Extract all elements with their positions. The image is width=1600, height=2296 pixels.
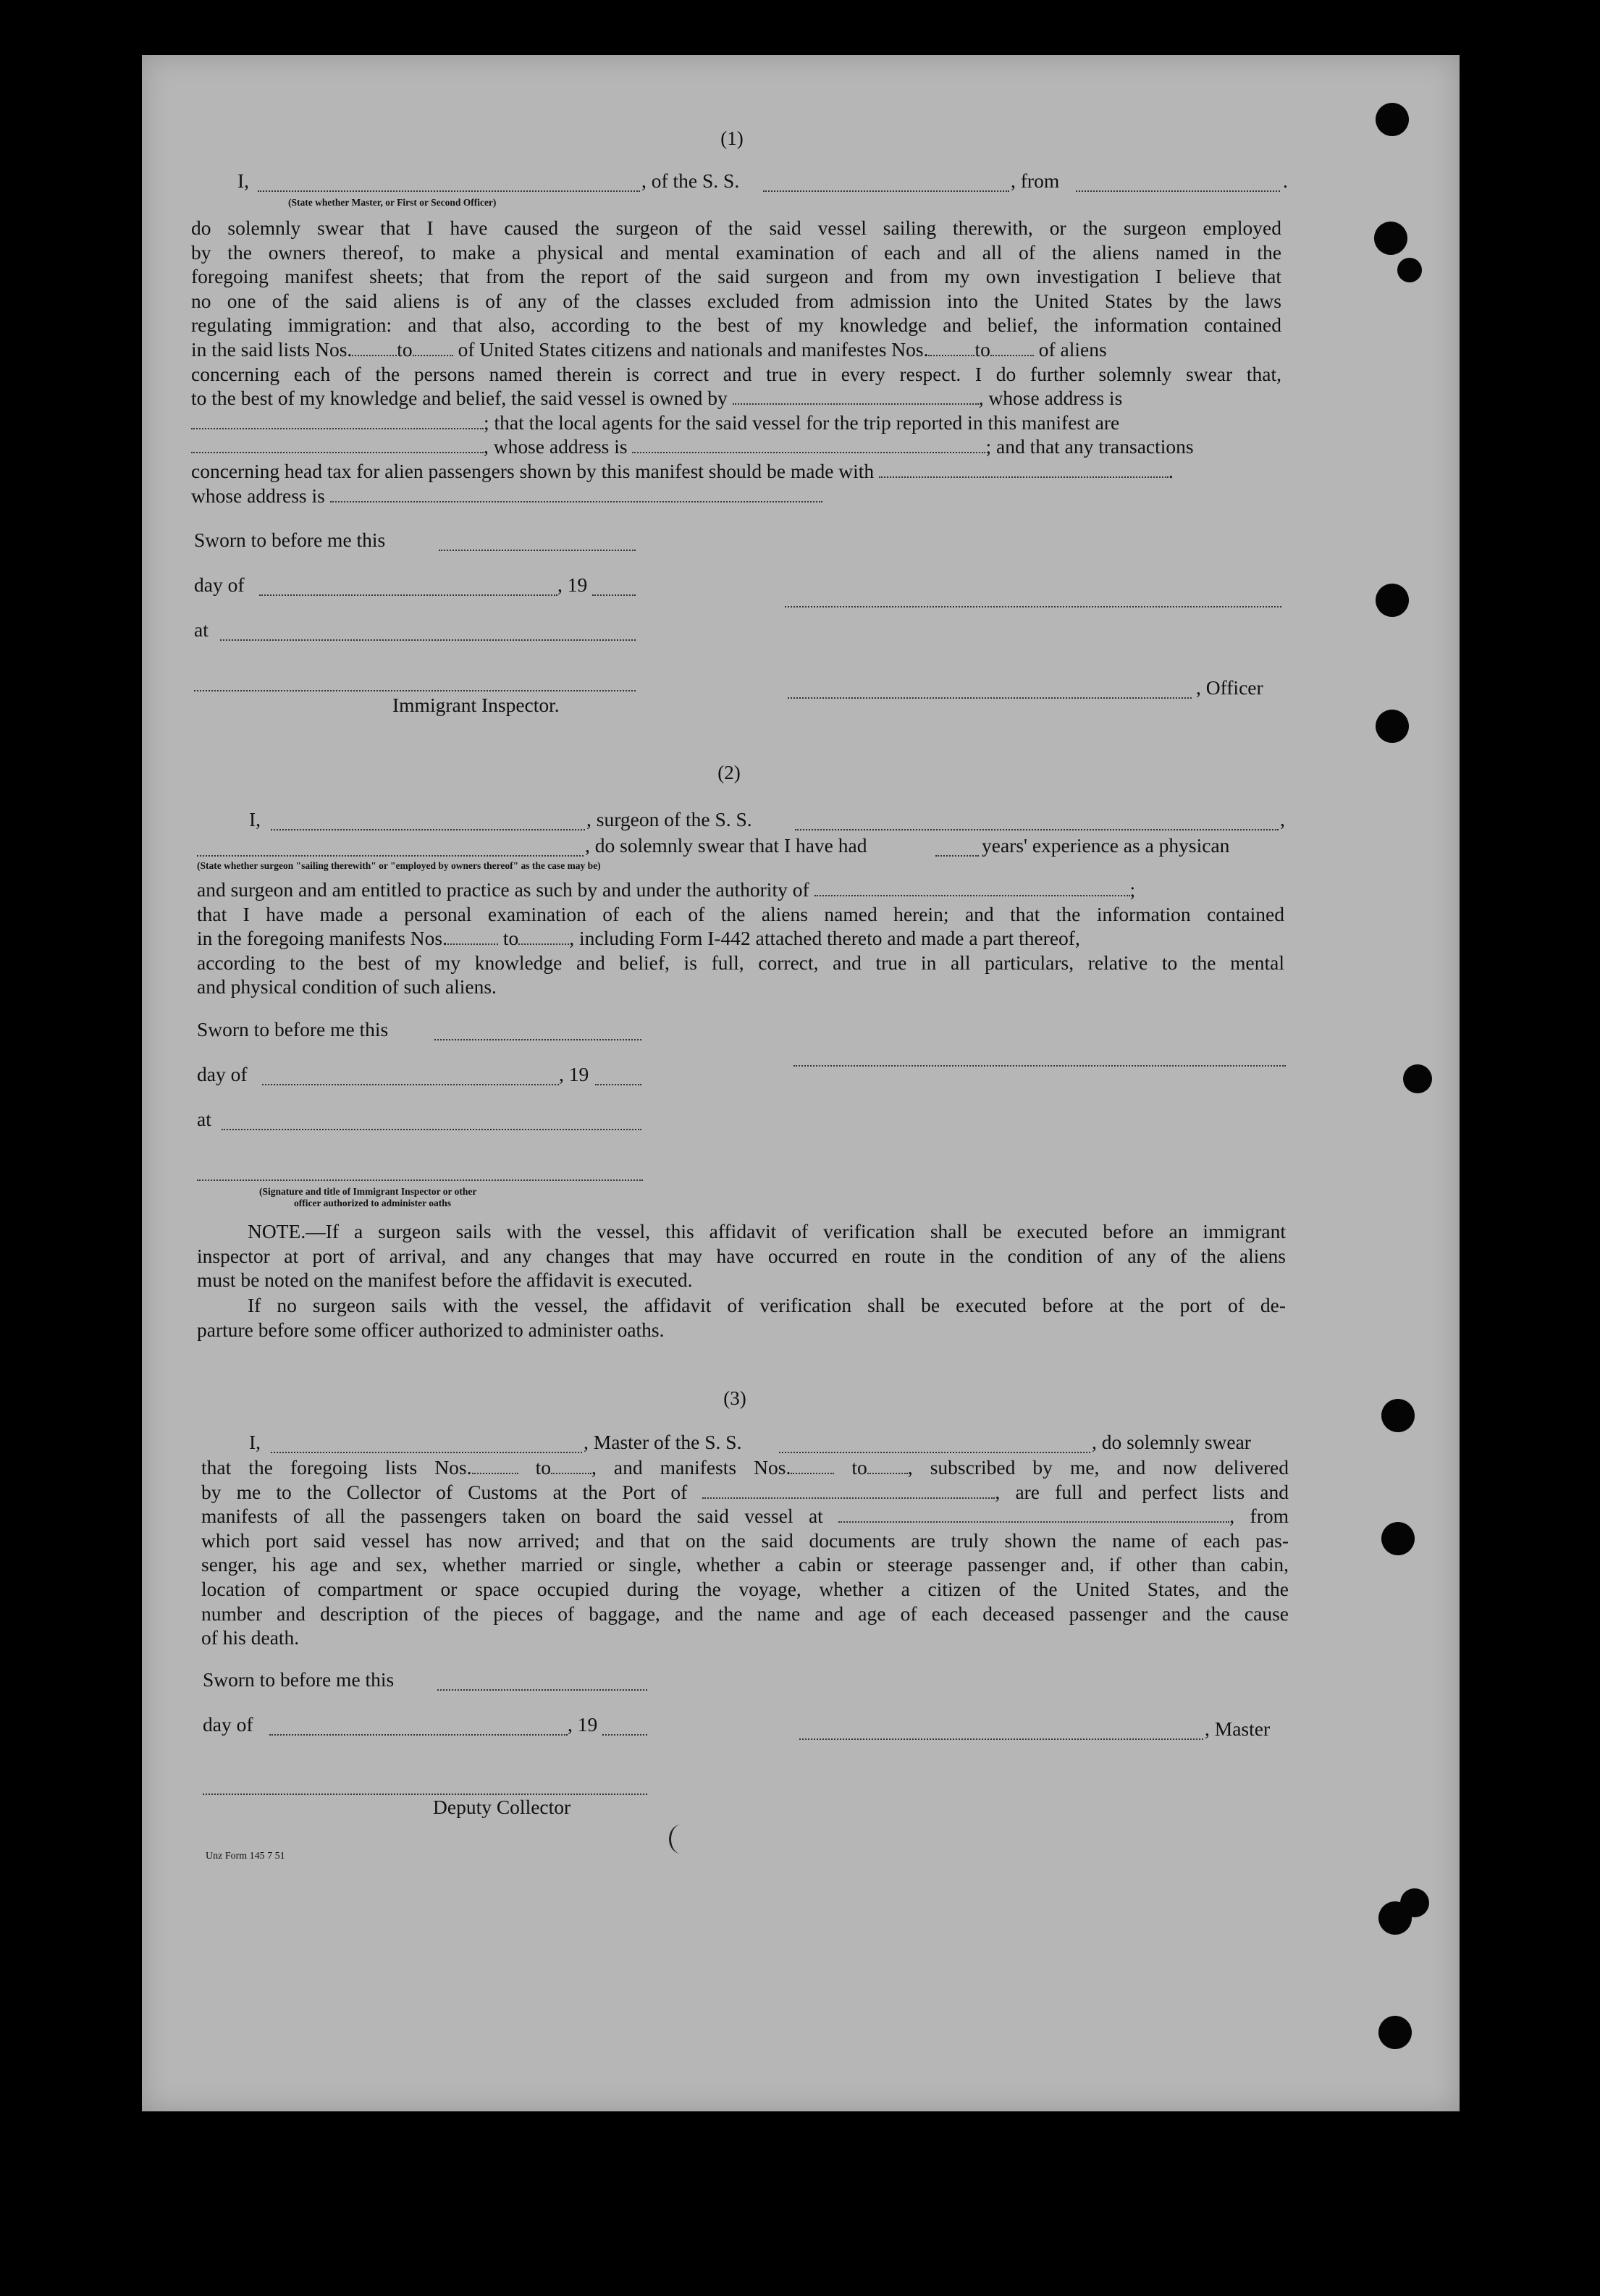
sec1-at: at bbox=[194, 618, 209, 641]
sec2-sworn-field bbox=[434, 1038, 641, 1040]
sec1-inspector: Immigrant Inspector. bbox=[392, 694, 560, 716]
sec2-surgeon-sig-field bbox=[793, 1064, 1286, 1067]
text-row: concerning head tax for alien passengers shown by this manifest should be made with . bbox=[191, 459, 1174, 482]
section-2-number: (2) bbox=[717, 762, 741, 783]
text-row: senger, his age and sex, whether married or single, whether a cabin or steerage passenger and, if other than cabin, bbox=[201, 1553, 1289, 1576]
text-row: and physical condition of such aliens. bbox=[197, 975, 497, 998]
sec2-status-field bbox=[197, 854, 584, 857]
punch-hole bbox=[1378, 1901, 1412, 1935]
sec3-swear: , do solemnly swear bbox=[1092, 1431, 1251, 1453]
sec3-i-label: I, bbox=[249, 1431, 261, 1453]
sec3-master-sig-field bbox=[799, 1738, 1203, 1740]
punch-hole bbox=[1381, 1399, 1415, 1432]
sec3-collector-sig-field bbox=[203, 1793, 647, 1795]
punch-hole bbox=[1381, 1522, 1415, 1555]
sec1-affidavit-text bbox=[191, 216, 1281, 508]
text-row: foregoing manifest sheets; that from the report of the said surgeon and from my own investigation I believe that bbox=[191, 265, 1281, 288]
text-row: of his death. bbox=[201, 1626, 300, 1649]
sec1-officer-field bbox=[258, 190, 640, 192]
text-row: whose address is bbox=[191, 484, 1281, 508]
text-row: , whose address is ; and that any transactions bbox=[191, 434, 1281, 459]
note-paragraph-2 bbox=[197, 1293, 1286, 1342]
sec2-affidavit-text bbox=[197, 878, 1284, 999]
sec2-inspector-sig-field bbox=[197, 1179, 643, 1181]
sec2-years: years' experience as a physican bbox=[982, 834, 1230, 857]
text-row: location of compartment or space occupied during the voyage, whether a citizen of the United States, and the bbox=[201, 1577, 1289, 1600]
sec2-comma: , bbox=[1280, 808, 1285, 830]
text-row: according to the best of my knowledge and belief, is full, correct, and true in all particulars, relative to the mental bbox=[197, 951, 1284, 974]
sec2-vessel-field bbox=[795, 828, 1279, 830]
text-row: parture before some officer authorized to administer oaths. bbox=[197, 1318, 665, 1341]
sec2-swear: , do solemnly swear that I have had bbox=[585, 834, 867, 857]
sec2-i-label: I, bbox=[249, 808, 261, 830]
sec1-nineteen: , 19 bbox=[557, 573, 588, 596]
text-row: no one of the said aliens is of any of the classes excluded from admission into the United States by the laws bbox=[191, 289, 1281, 312]
text-row: by the owners thereof, to make a physical and mental examination of each and all of the aliens named in the bbox=[191, 240, 1281, 264]
text-row: ; that the local agents for the said vessel for the trip reported in this manifest are bbox=[191, 411, 1281, 435]
text-row: number and description of the pieces of baggage, and the name and age of each deceased passenger and the cause bbox=[201, 1602, 1289, 1625]
sec3-vessel-field bbox=[779, 1451, 1090, 1453]
punch-hole bbox=[1378, 2016, 1412, 2049]
sec1-officer: , Officer bbox=[1196, 676, 1263, 699]
text-row: in the foregoing manifests Nos. to , including Form I-442 attached thereto and made a part thereof, bbox=[197, 927, 1080, 950]
text-row: that the foregoing lists Nos. to , and manifests Nos. to , subscribed by me, and now delivered bbox=[201, 1456, 1289, 1479]
sec3-deputy: Deputy Collector bbox=[433, 1796, 571, 1818]
sec1-year-field bbox=[592, 594, 636, 596]
note-paragraph-1 bbox=[197, 1219, 1286, 1292]
sec3-sworn: Sworn to before me this bbox=[203, 1668, 395, 1691]
section-3-number: (3) bbox=[723, 1387, 746, 1409]
text-row: which port said vessel has now arrived; and that on the said documents are truly shown the name of each pas- bbox=[201, 1528, 1289, 1552]
sec2-nineteen: , 19 bbox=[559, 1063, 589, 1085]
sec2-sworn: Sworn to before me this bbox=[197, 1018, 389, 1040]
sec2-status-note: (State whether surgeon "sailing therewith" or "employed by owners thereof" as the case may be) bbox=[197, 860, 601, 871]
sec2-sig-note-1: (Signature and title of Immigrant Inspector or other bbox=[259, 1186, 477, 1197]
text-row: and surgeon and am entitled to practice as such by and under the authority of ; bbox=[197, 878, 1136, 901]
sec2-surgeon-field bbox=[271, 828, 585, 830]
sec3-affidavit-text bbox=[201, 1455, 1289, 1650]
sec1-at-field bbox=[220, 639, 636, 641]
sec1-inspector-sig-field bbox=[194, 689, 636, 691]
form-identifier: Unz Form 145 7 51 bbox=[206, 1851, 285, 1862]
sec3-sworn-field bbox=[437, 1689, 647, 1691]
section-1-number: (1) bbox=[720, 127, 744, 149]
sec2-day-field bbox=[262, 1083, 559, 1085]
punch-hole bbox=[1403, 1064, 1432, 1093]
sec3-master: , Master bbox=[1205, 1717, 1271, 1740]
text-row: must be noted on the manifest before the affidavit is executed. bbox=[197, 1269, 693, 1292]
punch-hole bbox=[1374, 222, 1407, 255]
sec1-officer-sig-field bbox=[788, 697, 1192, 699]
form-page bbox=[142, 55, 1460, 2111]
punch-hole bbox=[1397, 258, 1422, 282]
sec3-day-field bbox=[269, 1733, 568, 1736]
sec1-of-ss: , of the S. S. bbox=[641, 169, 740, 192]
text-row: that I have made a personal examination of each of the aliens named herein; and that the information contained bbox=[197, 902, 1284, 925]
text-row: to the best of my knowledge and belief, the said vessel is owned by , whose address is bbox=[191, 387, 1123, 410]
text-row: in the said lists Nos. to of United States citizens and nationals and manifestes Nos. to of aliens bbox=[191, 337, 1107, 361]
sec2-years-field bbox=[935, 854, 979, 857]
sec1-end-dot: . bbox=[1283, 169, 1288, 192]
sec2-day-of: day of bbox=[197, 1063, 248, 1085]
sec1-vessel-field bbox=[763, 190, 1009, 192]
punch-hole bbox=[1376, 710, 1409, 743]
sec1-officer-note: (State whether Master, or First or Second Officer) bbox=[288, 197, 497, 208]
text-row: NOTE.—If a surgeon sails with the vessel, this affidavit of verification shall be executed before an immigrant bbox=[248, 1220, 1286, 1242]
sec2-surgeon-of: , surgeon of the S. S. bbox=[586, 808, 752, 830]
sec2-year-field bbox=[595, 1083, 641, 1085]
sec3-year-field bbox=[602, 1733, 647, 1736]
sec3-master-of: , Master of the S. S. bbox=[584, 1431, 742, 1453]
sec1-sworn: Sworn to before me this bbox=[194, 529, 386, 551]
text-row: manifests of all the passengers taken on board the said vessel at , from bbox=[201, 1505, 1289, 1528]
sec1-sworn-field bbox=[439, 549, 636, 551]
sec2-at: at bbox=[197, 1108, 211, 1130]
text-row: do solemnly swear that I have caused the surgeon of the said vessel sailing therewith, or the surgeon employed bbox=[191, 216, 1281, 239]
sec1-from-field bbox=[1076, 190, 1280, 192]
sec2-at-field bbox=[222, 1128, 641, 1130]
sec1-day-field bbox=[259, 594, 557, 596]
sec1-i-label: I, bbox=[237, 169, 250, 192]
punch-hole bbox=[1376, 584, 1409, 617]
sec3-nineteen: , 19 bbox=[568, 1713, 598, 1736]
sec1-from: , from bbox=[1011, 169, 1060, 192]
sec3-master-field bbox=[271, 1451, 582, 1453]
text-row: inspector at port of arrival, and any changes that may have occurred en route in the condition of any of the aliens bbox=[197, 1244, 1286, 1267]
sec3-day-of: day of bbox=[203, 1713, 253, 1736]
text-row: concerning each of the persons named therein is correct and true in every respect. I do further solemnly swear that, bbox=[191, 362, 1281, 385]
text-row: by me to the Collector of Customs at the Port of , are full and perfect lists and bbox=[201, 1480, 1289, 1503]
sec1-day-of: day of bbox=[194, 573, 245, 596]
sec1-signature-field bbox=[785, 605, 1281, 607]
text-row: regulating immigration: and that also, according to the best of my knowledge and belief, the information contained bbox=[191, 314, 1281, 337]
pen-mark bbox=[669, 1825, 693, 1854]
sec2-sig-note-2: officer authorized to administer oaths bbox=[294, 1198, 451, 1208]
punch-hole bbox=[1376, 103, 1409, 136]
text-row: If no surgeon sails with the vessel, the affidavit of verification shall be executed before at the port of de- bbox=[248, 1294, 1286, 1316]
